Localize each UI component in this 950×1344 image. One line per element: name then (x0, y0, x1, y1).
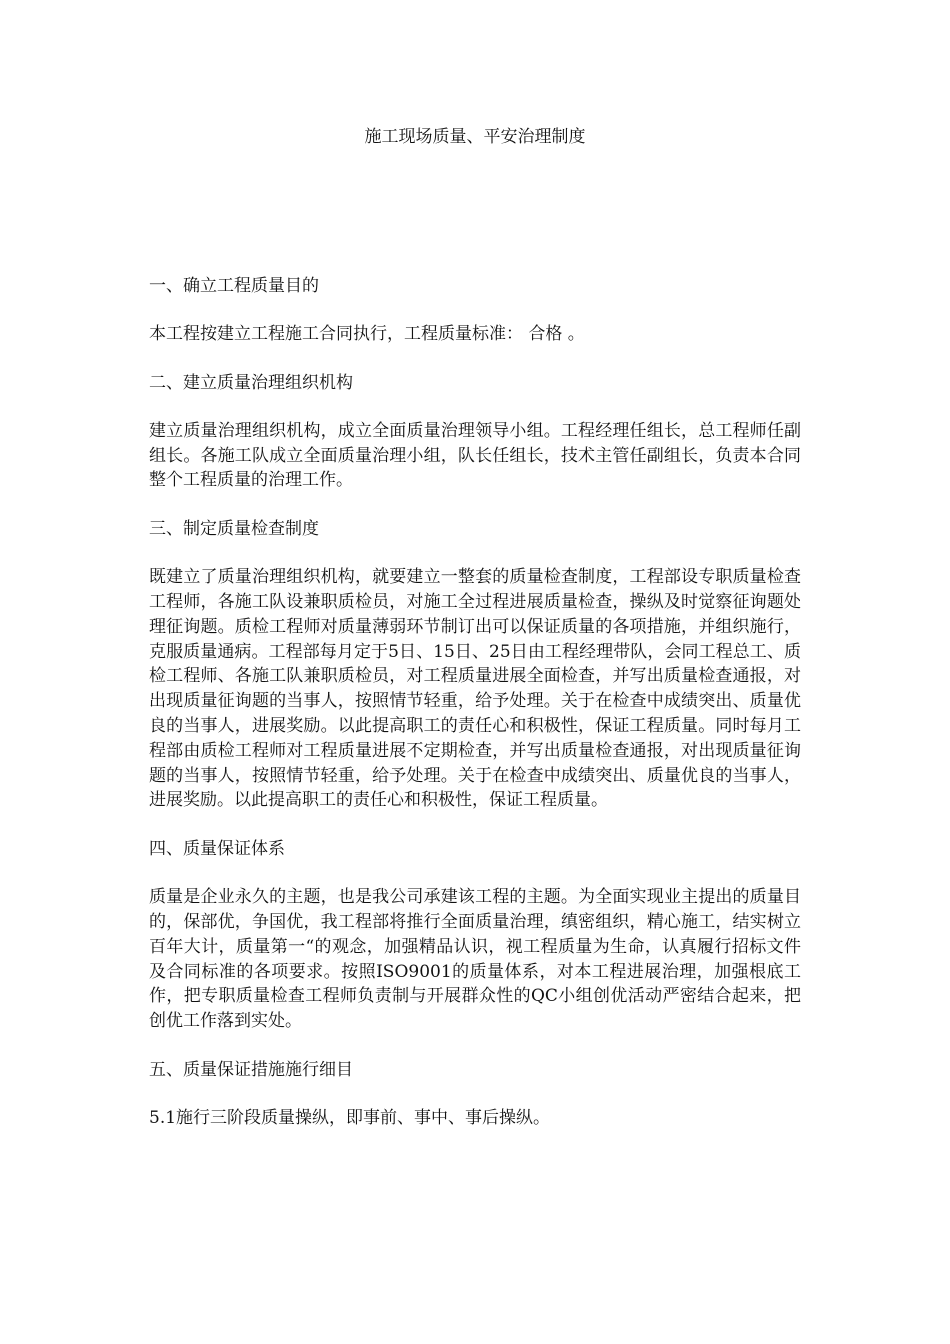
section-heading: 四、质量保证体系 (149, 839, 285, 860)
section-paragraph: 本工程按建立工程施工合同执行，工程质量标准： 合格 。 (149, 324, 585, 344)
section-paragraph: 质量是企业永久的主题，也是我公司承建该工程的主题。为全面实现业主提出的质量目的，保部优，争国优，我工程部将推行全面质量治理，缜密组织，精心施工，结实树立百年大计，质量第一“的观念，加强精品认识，视工程质量为生命，认真履行招标文件及合同标准的各项要求。按照ISO9001的质量体系，对本工程进展治理，加强根底工作，把专职质量检查工程师负责制与开展群众性的QC小组创优活动严密结合起来，把创优工作落到实处。 (149, 887, 801, 1032)
section-heading: 三、制定质量检查制度 (149, 519, 319, 540)
section-quality-organization (149, 371, 801, 493)
section-heading: 二、建立质量治理组织机构 (149, 372, 353, 393)
section-paragraph: 建立质量治理组织机构，成立全面质量治理领导小组。工程经理任组长，总工程师任副组长。各施工队成立全面质量治理小组，队长任组长，技术主管任副组长，负责本合同整个工程质量的治理工作。 (149, 420, 801, 491)
section-paragraph: 既建立了质量治理组织机构，就要建立一整套的质量检查制度，工程部设专职质量检查工程师，各施工队设兼职质检员，对施工全过程进展质量检查，操纵及时觉察征询题处理征询题。质检工程师对质量薄弱环节制订出可以保证质量的各项措施，并组织施行，克服质量通病。工程部每月定于5日、15日、25日由工程经理带队，会同工程总工、质检工程师、各施工队兼职质检员，对工程质量进展全面检查，并写出质量检查通报，对出现质量征询题的当事人，按照情节轻重，给予处理。关于在检查中成绩突出、质量优良的当事人，进展奖励。以此提高职工的责任心和积极性，保证工程质量。同时每月工程部由质检工程师对工程质量进展不定期检查，并写出质量检查通报，对出现质量征询题的当事人，按照情节轻重，给予处理。关于在检查中成绩突出、质量优良的当事人，进展奖励。以此提高职工的责任心和积极性，保证工程质量。 (149, 567, 801, 811)
section-heading: 五、质量保证措施施行细目 (149, 1059, 353, 1080)
section-quality-assurance (149, 837, 801, 1034)
section-quality-goal (149, 274, 801, 347)
section-assurance-measures (149, 1058, 801, 1131)
section-paragraph: 5.1施行三阶段质量操纵，即事前、事中、事后操纵。 (149, 1107, 551, 1128)
section-heading: 一、确立工程质量目的 (149, 276, 319, 296)
section-inspection-system (149, 517, 801, 813)
document-body (149, 274, 801, 1155)
document-title: 施工现场质量、平安治理制度 (364, 127, 586, 147)
